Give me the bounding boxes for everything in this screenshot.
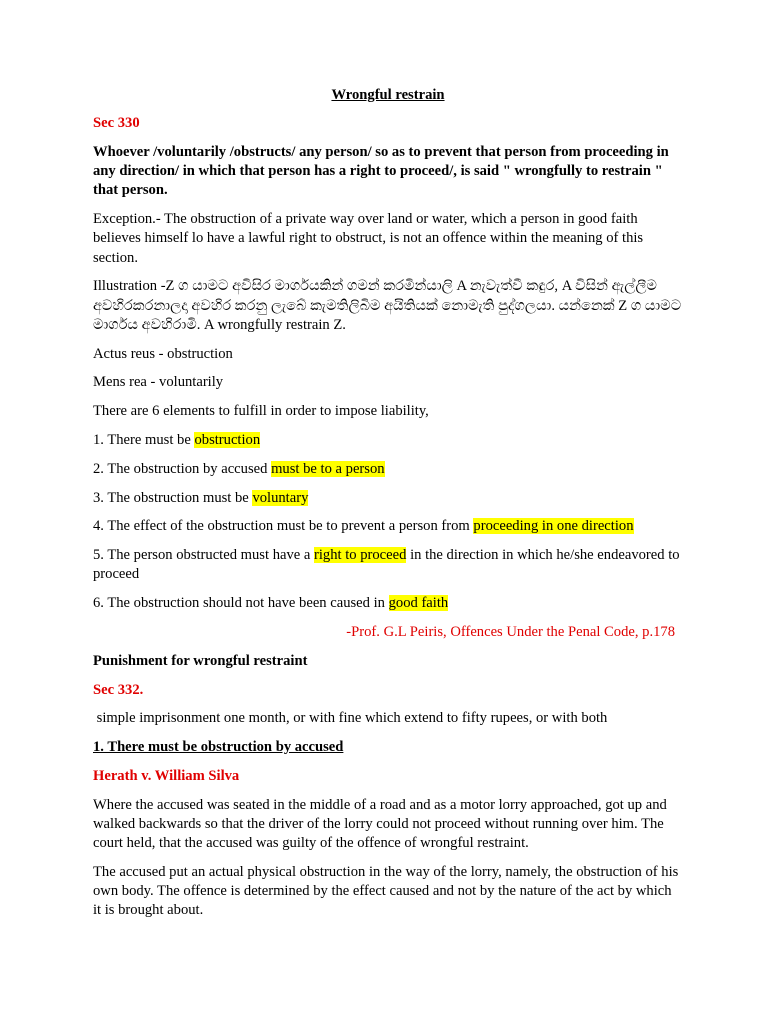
document-page <box>93 86 683 930</box>
punishment-heading: Punishment for wrongful restraint <box>93 652 308 669</box>
element-item-3: 3. The obstruction must be voluntary <box>93 489 309 506</box>
element-item-1: 1. There must be obstruction <box>93 432 261 448</box>
element-highlight: right to proceed <box>314 547 407 564</box>
element-item-2: 2. The obstruction by accused must be to a person <box>93 460 385 477</box>
citation-line: -Prof. G.L Peiris, Offences Under the Penal Code, p.178 <box>346 623 675 640</box>
exception-paragraph: Exception.- The obstruction of a private way over land or water, which a person in good faith believes himself lo have a lawful right to obstruct, is not an offence within the meaning of this section. <box>93 211 644 266</box>
punishment-text: simple imprisonment one month, or with fine which extend to fifty rupees, or with both <box>93 710 608 727</box>
element-item-4: 4. The effect of the obstruction must be to prevent a person from proceeding in one direction <box>93 518 634 535</box>
section-330-heading: Sec 330 <box>93 115 140 132</box>
element-highlight: obstruction <box>194 432 261 448</box>
element-item-5: 5. The person obstructed must have a right to proceed in the direction in which he/she endeavored to proceed <box>93 547 680 583</box>
mens-rea-line: Mens rea - voluntarily <box>93 374 224 391</box>
element-highlight: voluntary <box>252 489 309 506</box>
case-ratio-paragraph: The accused put an actual physical obstruction in the way of the lorry, namely, the obstruction of his own body. The offence is determined by the effect caused and not by the nature of the act by which it is brought about. <box>93 863 679 919</box>
case-name: Herath v. William Silva <box>93 767 240 784</box>
element-item-6: 6. The obstruction should not have been caused in good faith <box>93 595 449 612</box>
actus-reus-line: Actus reus - obstruction <box>93 345 233 362</box>
case-facts-paragraph: Where the accused was seated in the middle of a road and as a motor lorry approached, got up and walked backwards so that the driver of the lorry could not proceed without running over him. The court held, that the accused was guilty of the offence of wrongful restraint. <box>93 796 667 852</box>
section-332-heading: Sec 332. <box>93 681 144 698</box>
section-330-definition: Whoever /voluntarily /obstructs/ any person/ so as to prevent that person from proceeding in any direction/ in which that person has a right to proceed/, is said " wrongfully to restrain " that person. <box>93 144 669 199</box>
element-highlight: good faith <box>388 595 449 612</box>
element-highlight: proceeding in one direction <box>473 518 634 535</box>
element-highlight: must be to a person <box>271 460 385 477</box>
obstruction-heading: 1. There must be obstruction by accused <box>93 739 344 756</box>
elements-intro: There are 6 elements to fulfill in order to impose liability, <box>93 403 429 420</box>
document-title: Wrongful restrain <box>331 87 445 103</box>
illustration-paragraph: Illustration -Z ග යාමට අවිසිර මාර්ගයකින් ගමන් කරමින්යාලි A නැවැත්වී කඳුර, A විසින් ඇල්ලීම අවහිරකරනාලදා අවහිර කරනු ලැබේ කැමතිලිබිම අයිතියක් නොමැති පුද්ගලයා. යන්නෙක් Z ග යාමට මාර්ගය අවහිරාමි. A wrongfully restrain Z. <box>93 278 682 333</box>
